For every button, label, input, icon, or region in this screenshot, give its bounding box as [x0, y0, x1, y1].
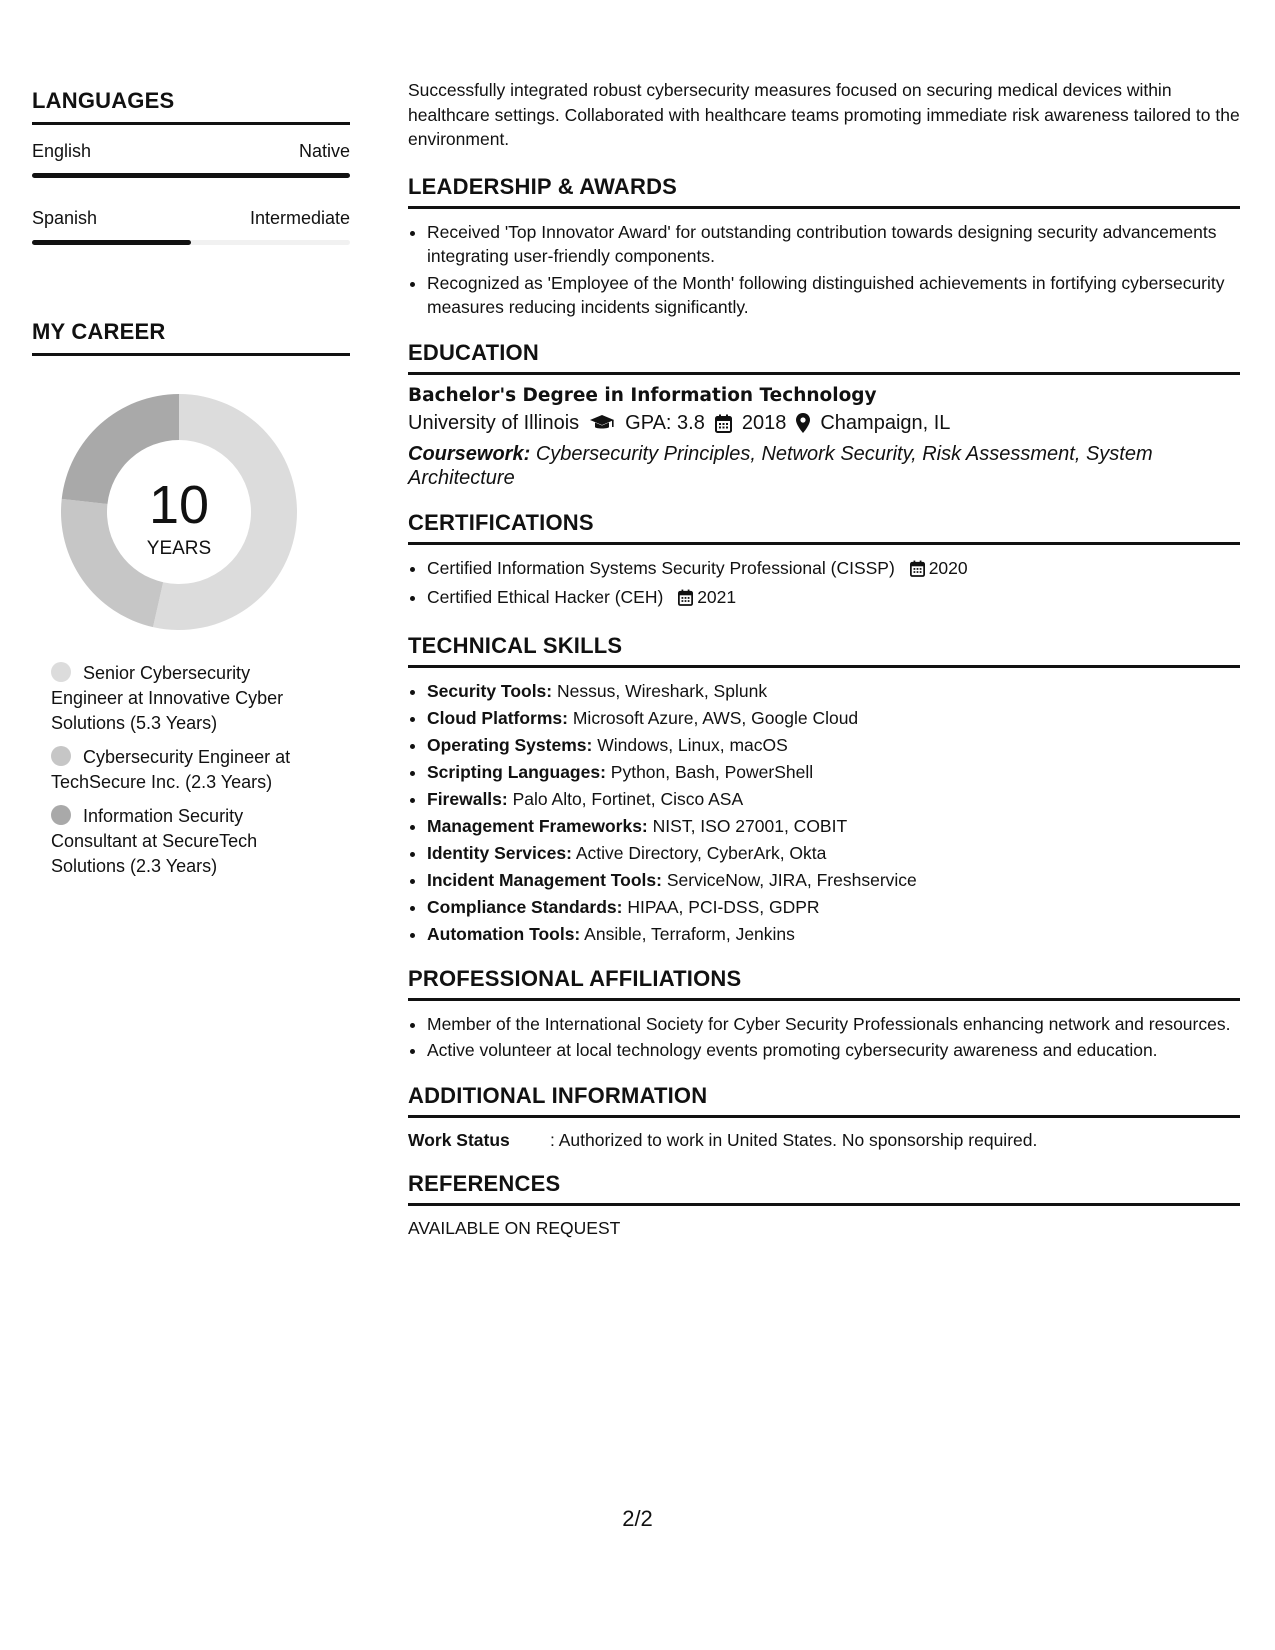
languages-section: [32, 88, 350, 245]
leadership-item: • Received 'Top Innovator Award' for outstanding contribution towards designing security advancements integrating user-friendly components.: [427, 220, 1240, 269]
skill-item: [427, 787, 1240, 811]
education-title: EDUCATION: [408, 340, 1240, 375]
leadership-title: LEADERSHIP & AWARDS: [408, 174, 1240, 209]
skill-values: Active Directory, CyberArk, Okta: [575, 842, 827, 863]
skill-item: [427, 841, 1240, 865]
career-title: MY CAREER: [32, 319, 350, 356]
education-section: [408, 340, 1240, 490]
skill-values: Nessus, Wireshark, Splunk: [557, 680, 768, 701]
graduation-cap-icon: [589, 414, 615, 432]
work-status-value: : Authorized to work in United States. No sponsorship required.: [550, 1129, 1038, 1150]
skill-values: Microsoft Azure, AWS, Google Cloud: [572, 707, 859, 728]
skill-values: Windows, Linux, macOS: [597, 734, 788, 755]
references-title: REFERENCES: [408, 1171, 1240, 1206]
legend-swatch: [51, 662, 71, 682]
skills-section: [408, 633, 1240, 946]
coursework-label: Coursework:: [408, 442, 531, 465]
legend-label: Information Security Consultant at SecureTech Solutions (2.3 Years): [51, 806, 258, 876]
work-status-row: [408, 1130, 1240, 1151]
skill-item: [427, 760, 1240, 784]
donut-center: [56, 389, 302, 635]
language-proficiency-bar: [32, 173, 350, 178]
affiliations-title: PROFESSIONAL AFFILIATIONS: [408, 966, 1240, 1001]
skill-values: Python, Bash, PowerShell: [610, 761, 814, 782]
skill-values: Palo Alto, Fortinet, Cisco ASA: [512, 788, 744, 809]
skill-item: [427, 733, 1240, 757]
skill-item: [427, 706, 1240, 730]
left-column: [32, 88, 350, 888]
legend-item: [51, 804, 301, 879]
skill-values: ServiceNow, JIRA, Freshservice: [666, 869, 917, 890]
affiliation-item: • Member of the International Society for Cyber Security Professionals enhancing network and resources.: [427, 1012, 1240, 1037]
languages-list: [32, 141, 350, 245]
legend-swatch: [51, 805, 71, 825]
school-name: University of Illinois: [408, 411, 580, 434]
language-proficiency-fill: [32, 240, 191, 245]
graduation-year: 2018: [741, 411, 787, 434]
skill-values: NIST, ISO 27001, COBIT: [652, 815, 848, 836]
location-pin-icon: [796, 413, 810, 433]
skill-category: Automation Tools:: [427, 923, 581, 944]
certification-name: Certified Information Systems Security Professional (CISSP): [427, 557, 895, 578]
legend-item: [51, 745, 301, 795]
skill-category: Incident Management Tools:: [427, 869, 662, 890]
skill-category: Scripting Languages:: [427, 761, 606, 782]
school-location: Champaign, IL: [820, 411, 951, 434]
language-level: Native: [298, 141, 350, 161]
legend-item: [51, 661, 301, 736]
skill-category: Compliance Standards:: [427, 896, 623, 917]
certifications-section: [408, 510, 1240, 613]
skill-category: Firewalls:: [427, 788, 508, 809]
career-total-unit: YEARS: [146, 538, 212, 559]
career-total-years: 10: [148, 475, 210, 535]
calendar-icon: [678, 588, 693, 613]
leadership-item: • Recognized as 'Employee of the Month' following distinguished achievements in fortifying cybersecurity measures reducing incidents significantly.: [427, 271, 1240, 320]
certification-name: Certified Ethical Hacker (CEH): [427, 587, 664, 607]
skill-category: Security Tools:: [427, 680, 553, 701]
education-details: [408, 412, 1240, 435]
right-column: [408, 78, 1240, 1259]
certification-item: [427, 556, 1240, 584]
legend-label: Cybersecurity Engineer at TechSecure Inc. (2.3 Years): [51, 747, 291, 792]
language-level: Intermediate: [249, 208, 350, 228]
work-status-label: Work Status: [408, 1129, 510, 1150]
skill-item: [427, 679, 1240, 703]
skills-list: [408, 679, 1240, 946]
skill-item: [427, 922, 1240, 946]
skill-values: Ansible, Terraform, Jenkins: [584, 923, 795, 944]
certification-item: [427, 585, 1240, 613]
language-name: Spanish: [32, 208, 98, 228]
skill-item: [427, 868, 1240, 892]
skills-title: TECHNICAL SKILLS: [408, 633, 1240, 668]
experience-summary: Successfully integrated robust cybersecurity measures focused on securing medical devices within healthcare settings. Collaborated with healthcare teams promoting immediate risk awareness tailored to the environment.: [408, 80, 1240, 149]
language-item: [32, 208, 350, 245]
certifications-title: CERTIFICATIONS: [408, 510, 1240, 545]
coursework-list: Cybersecurity Principles, Network Security, Risk Assessment, System Architecture: [408, 442, 1153, 489]
skill-category: Operating Systems:: [427, 734, 593, 755]
legend-label: Senior Cybersecurity Engineer at Innovative Cyber Solutions (5.3 Years): [51, 663, 284, 733]
references-section: [408, 1171, 1240, 1239]
language-item: [32, 141, 350, 178]
languages-title: LANGUAGES: [32, 88, 350, 125]
additional-info-section: [408, 1083, 1240, 1151]
career-section: [32, 319, 350, 879]
language-name: English: [32, 141, 92, 161]
skill-item: [427, 814, 1240, 838]
skill-item: [427, 895, 1240, 919]
page-number: 2/2: [622, 1506, 653, 1531]
language-proficiency-bar: [32, 240, 350, 245]
calendar-icon: [910, 559, 925, 584]
certification-year: 2020: [928, 557, 968, 578]
leadership-section: [408, 174, 1240, 320]
language-proficiency-fill: [32, 173, 350, 178]
calendar-icon: [715, 414, 732, 433]
skill-category: Cloud Platforms:: [427, 707, 568, 728]
certification-year: 2021: [697, 587, 737, 607]
skill-category: Identity Services:: [427, 842, 572, 863]
additional-info-title: ADDITIONAL INFORMATION: [408, 1083, 1240, 1118]
affiliations-section: [408, 966, 1240, 1063]
skill-values: HIPAA, PCI-DSS, GDPR: [627, 896, 820, 917]
references-text: AVAILABLE ON REQUEST: [408, 1217, 621, 1238]
skill-category: Management Frameworks:: [427, 815, 648, 836]
gpa: GPA: 3.8: [625, 411, 705, 434]
career-legend: [51, 661, 350, 879]
degree-title: Bachelor's Degree in Information Technology: [408, 384, 877, 406]
career-donut-chart: [56, 389, 302, 635]
affiliation-item: • Active volunteer at local technology events promoting cybersecurity awareness and education.: [427, 1038, 1240, 1063]
legend-swatch: [51, 746, 71, 766]
coursework: [408, 442, 1240, 490]
